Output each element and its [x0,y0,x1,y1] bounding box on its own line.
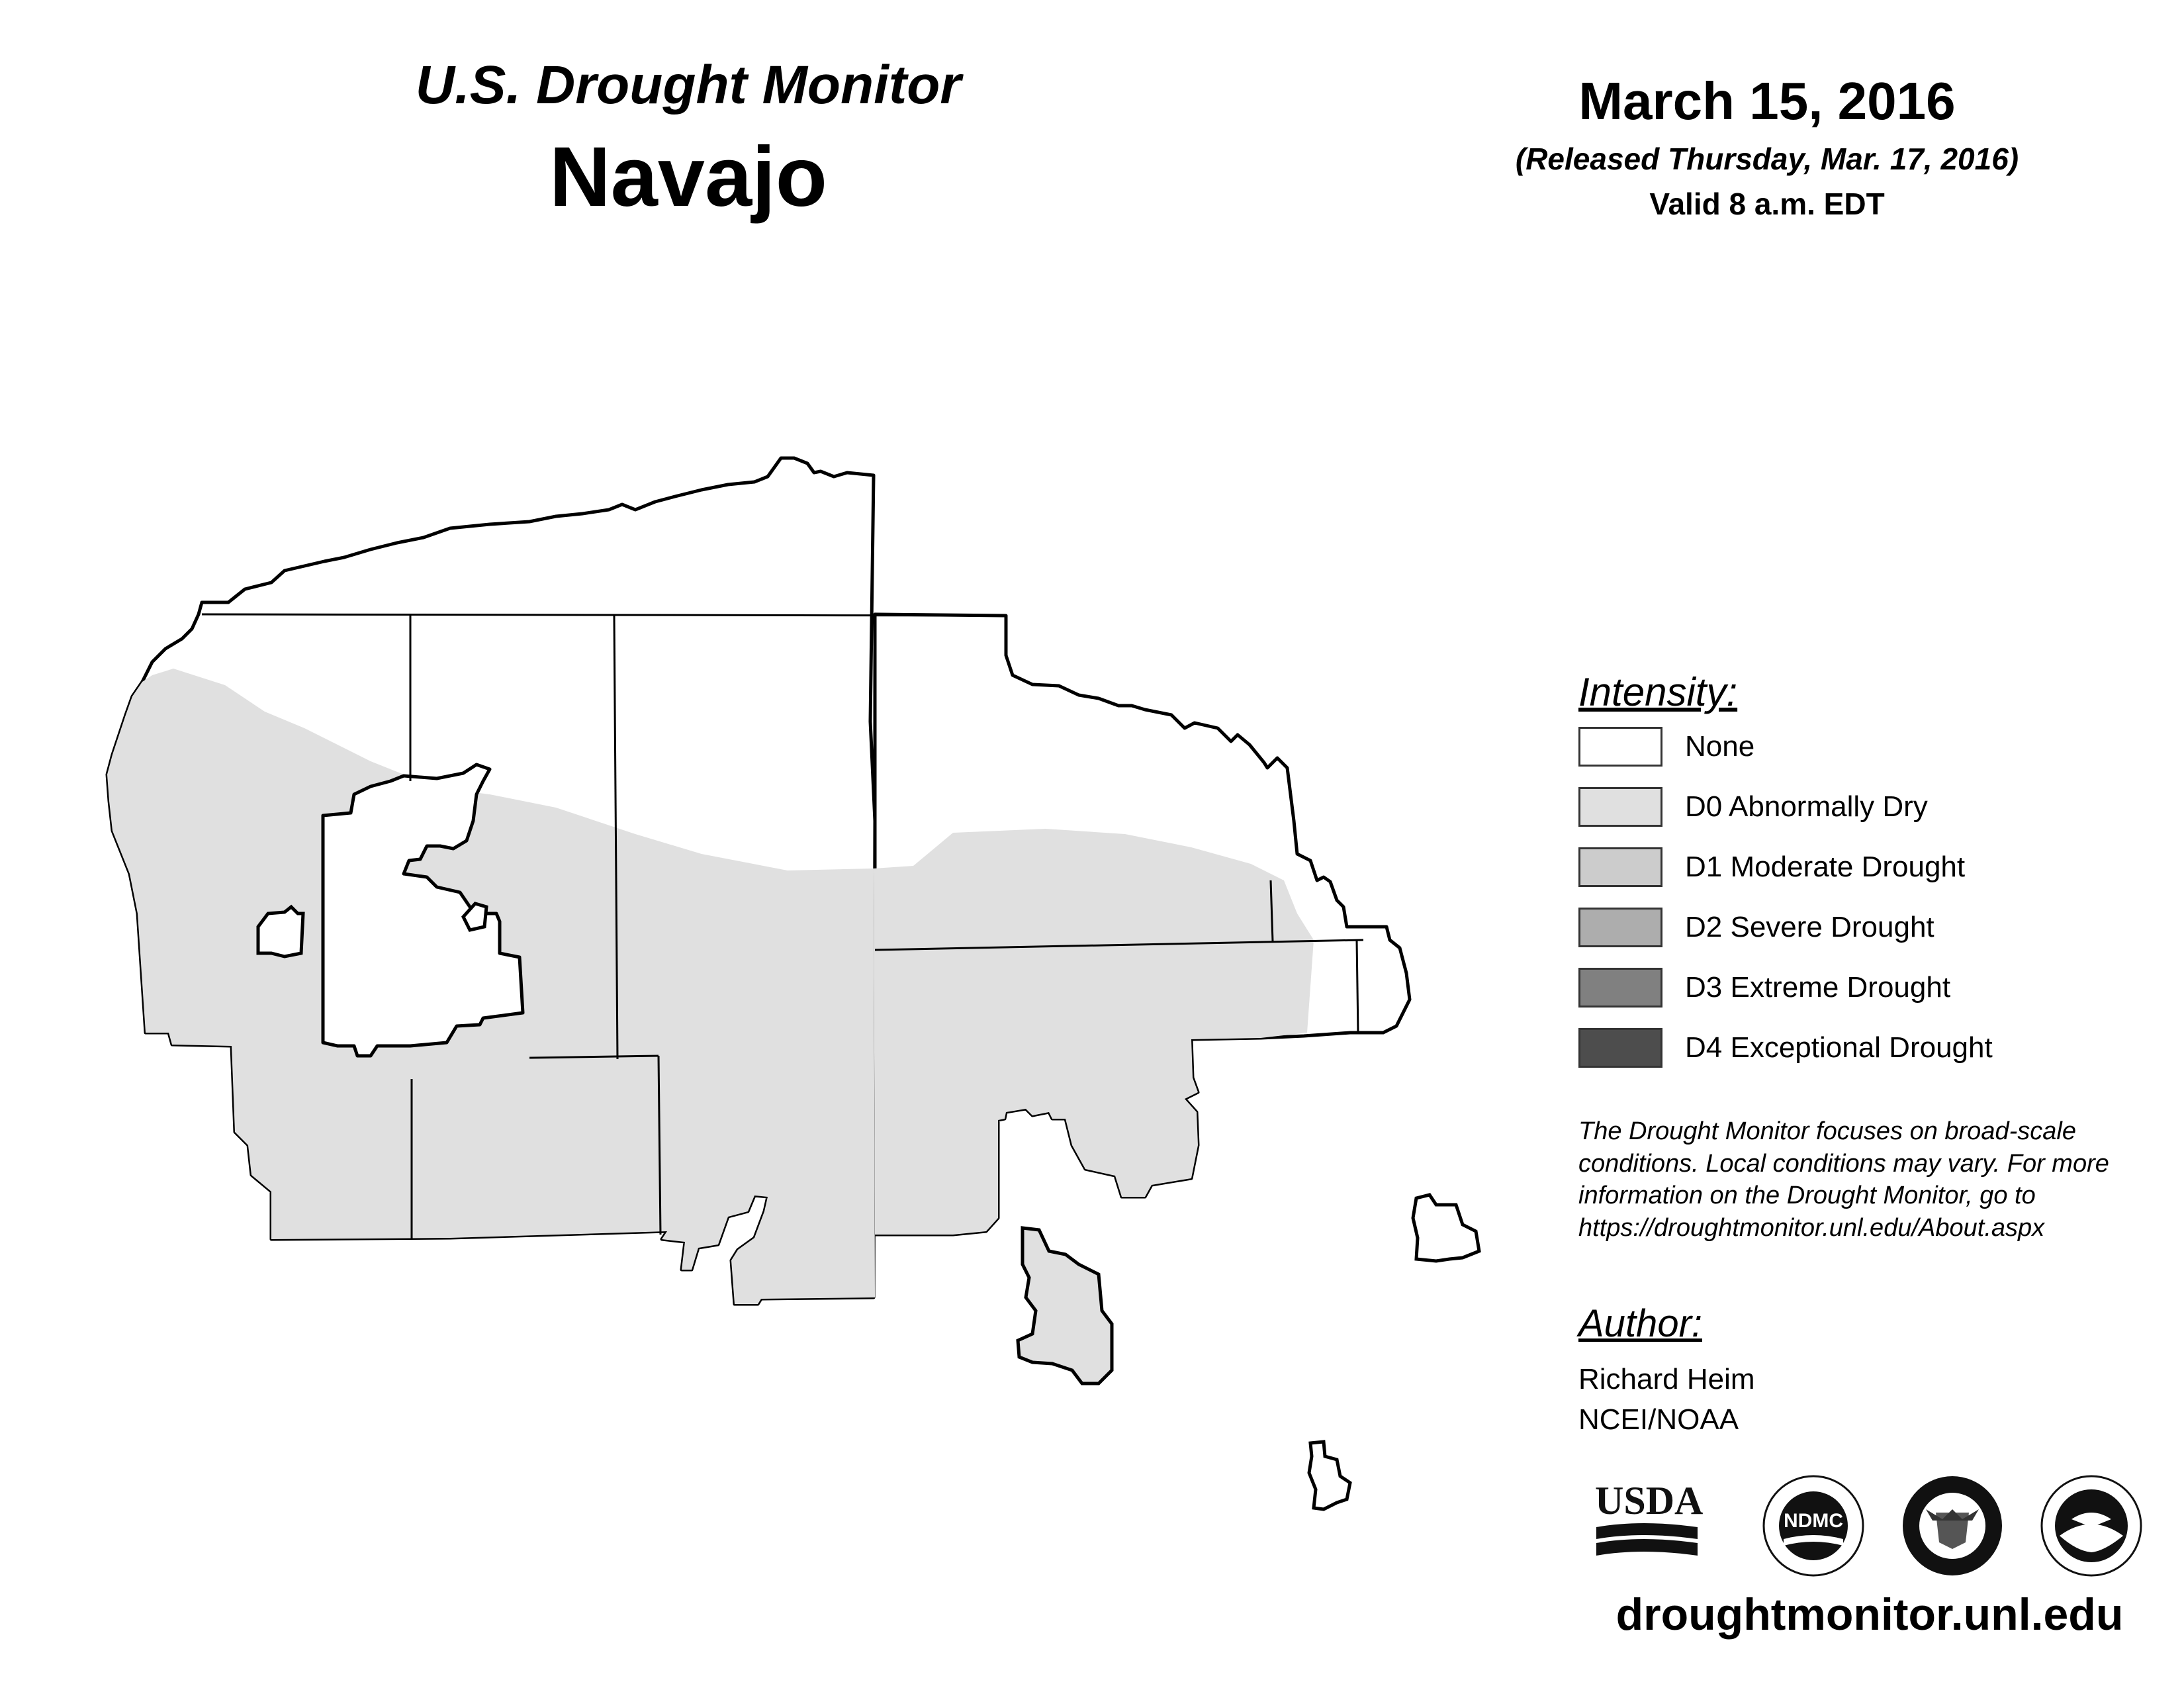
legend-swatch [1578,847,1662,887]
disclaimer-note [1578,1115,2174,1244]
legend-title: Intensity: [1578,670,1738,714]
ndmc-logo [1764,1476,1863,1575]
map-subtitle: U.S. Drought Monitor [415,55,962,115]
parcel-south-1 [1018,1228,1112,1383]
legend-item-d0 [1578,776,2174,837]
parcel-southeast [1309,1442,1350,1509]
author-block [1578,1301,2174,1440]
legend-item-d3 [1578,957,2174,1017]
note-line: information on the Drought Monitor, go to [1578,1182,2036,1210]
legend-label: D0 Abnormally Dry [1685,790,1928,823]
note-line: https://droughtmonitor.unl.edu/About.aspx [1578,1213,2045,1242]
partner-logos [1582,1473,2164,1579]
site-url[interactable]: droughtmonitor.unl.edu [1615,1589,2124,1640]
legend-item-d2 [1578,897,2174,957]
legend-swatch [1578,968,1662,1008]
legend-swatch [1578,1028,1662,1068]
map-date: March 15, 2016 [1578,71,1956,130]
author-title: Author: [1578,1302,1702,1345]
release-date: (Released Thursday, Mar. 17, 2016) [1515,142,2019,176]
author-name: Richard Heim [1578,1362,1755,1395]
legend-label: D4 Exceptional Drought [1685,1031,1993,1064]
title-block [265,53,1112,230]
legend [1578,669,2174,1078]
legend-swatch [1578,727,1662,767]
legend-label: D1 Moderate Drought [1685,850,1966,883]
navajo-drought-map [93,450,1482,1542]
note-line: The Drought Monitor focuses on broad-scale [1578,1117,2076,1145]
usda-text: USDA [1595,1479,1704,1523]
author-org: NCEI/NOAA [1578,1403,1739,1436]
legend-label: None [1685,729,1755,763]
legend-item-d4 [1578,1017,2174,1078]
parcel-east [1413,1195,1479,1261]
legend-item-none [1578,716,2174,776]
legend-label: D3 Extreme Drought [1685,970,1951,1004]
legend-label: D2 Severe Drought [1685,910,1934,943]
date-block [1390,70,2144,224]
noaa-logo [2042,1476,2141,1575]
legend-item-d1 [1578,837,2174,897]
legend-swatch [1578,908,1662,947]
legend-swatch [1578,787,1662,827]
note-line: conditions. Local conditions may vary. For more [1578,1149,2109,1178]
region-title: Navajo [549,130,827,225]
d0-region-east [874,829,1314,1235]
ndmc-text: NDMC [1784,1510,1843,1532]
valid-time: Valid 8 a.m. EDT [1649,187,1885,222]
commerce-seal [1903,1476,2002,1575]
usda-logo [1595,1479,1703,1556]
